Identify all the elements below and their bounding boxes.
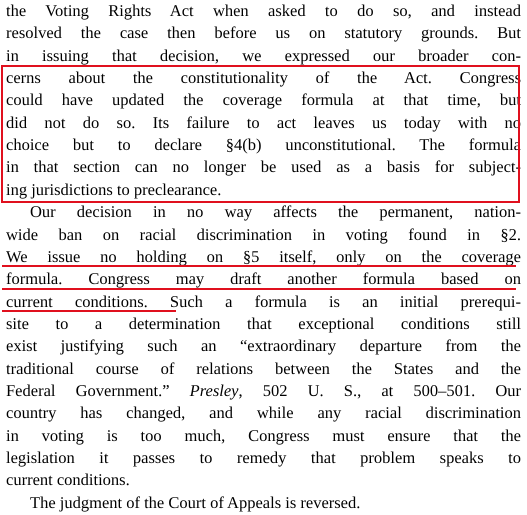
text-line: current conditions. [6,470,130,490]
text-line: We issue no holding on §5 itself, only on the coverage [6,246,521,266]
text-line: did not do so. Its failure to act leaves us today with no [6,112,521,132]
citation-before: Federal Government.” [6,380,190,400]
paragraph-start-line: The judgment of the Court of Appeals is reversed. [30,492,361,512]
text-line: formula. Congress may draft another formula based on [6,269,521,289]
text-line: resolved the case then before us on statutory grounds. But [6,23,521,43]
text-line: traditional course of relations between the States and the [6,358,521,378]
text-line: current conditions. Such a formula is an initial prerequi- [6,291,521,311]
case-name: Presley [189,380,239,400]
text-line: could have updated the coverage formula at that time, but [6,90,521,110]
citation-after: , 502 U. S., at 500–501. Our [238,380,521,400]
citation-line [6,380,521,402]
text-line: site to a determination that exceptional conditions still [6,313,521,333]
text-line: cerns about the constitutionality of the Act. Congress [6,68,521,88]
text-line: choice but to declare §4(b) unconstitutional. The formula [6,135,521,155]
paragraph-start-line: Our decision in no way affects the permanent, nation- [30,202,521,222]
text-line: in voting is too much, Congress must ensure that the [6,425,521,445]
text-line: country has changed, and while any racial discrimination [6,403,521,423]
text-line: in issuing that decision, we expressed our broader con- [6,45,521,65]
text-line: in that section can no longer be used as a basis for subject- [6,157,521,177]
text-line: exist justifying such an “extraordinary departure from the [6,336,521,356]
text-line: the Voting Rights Act when asked to do so, and instead [6,1,521,20]
text-line: legislation it passes to remedy that problem speaks to [6,448,521,467]
text-line: wide ban on racial discrimination in voting found in §2. [6,224,521,244]
text-line: ing jurisdictions to preclearance. [6,179,222,199]
